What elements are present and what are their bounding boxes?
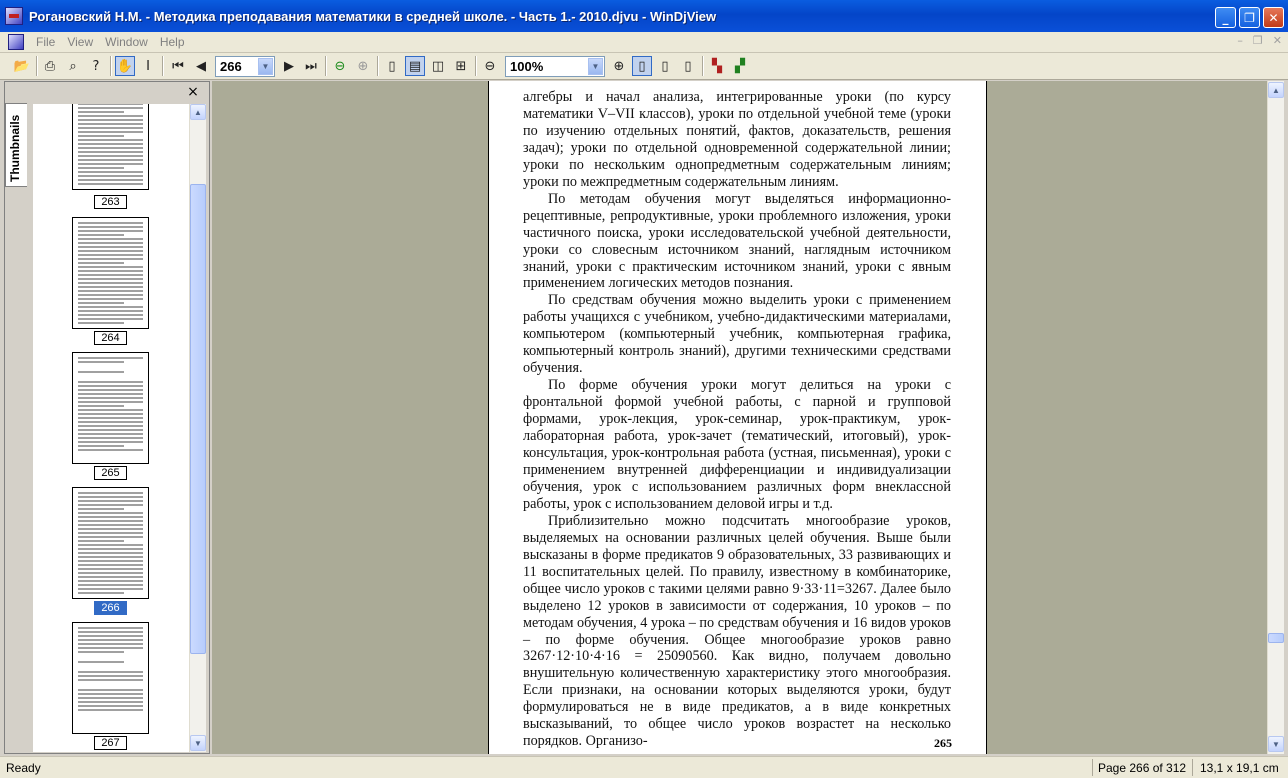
first-page-icon[interactable]: ⏮ <box>172 58 184 74</box>
menu-window[interactable]: Window <box>105 34 148 49</box>
page-number-value: 266 <box>220 59 242 74</box>
fit-width-icon[interactable]: ▯ <box>661 58 669 74</box>
windjview-app-icon[interactable] <box>5 7 23 25</box>
thumbnails-scrollbar[interactable] <box>189 104 206 752</box>
menu-file[interactable]: File <box>36 34 56 49</box>
status-page-info: Page 266 of 312 <box>1098 761 1187 775</box>
previous-page-icon[interactable]: ◀ <box>196 58 206 74</box>
scroll-up-icon[interactable]: ▲ <box>190 104 206 120</box>
document-scrollbar[interactable] <box>1267 81 1284 754</box>
toolbar-separator <box>162 56 164 76</box>
toolbar-separator <box>325 56 327 76</box>
thumbnail-page-264[interactable] <box>72 217 149 329</box>
actual-size-icon[interactable]: ▯ <box>684 58 692 74</box>
restore-icon: ❐ <box>1244 10 1255 25</box>
find-icon[interactable]: ⌕ <box>69 58 77 74</box>
display-mode-bw-icon[interactable]: ▞ <box>735 58 745 74</box>
status-divider <box>1192 759 1193 776</box>
toolbar-separator <box>36 56 38 76</box>
back-icon[interactable]: ⊖ <box>334 58 346 74</box>
toolbar-separator <box>377 56 379 76</box>
thumbnail-label[interactable]: 267 <box>94 736 127 750</box>
window-title: Рогановский Н.М. - Методика преподавания математики в средней школе. - Часть 1.- 2010.djvu - WinDjView <box>29 8 717 24</box>
thumbnail-page-267[interactable] <box>72 622 149 734</box>
close-icon: × <box>187 84 199 100</box>
menu-bar <box>0 32 1288 53</box>
toolbar-separator <box>702 56 704 76</box>
zoom-value: 100% <box>510 59 544 74</box>
document-view[interactable] <box>212 81 1267 754</box>
document-icon[interactable] <box>8 34 24 50</box>
print-icon[interactable]: ⎙ <box>44 58 56 74</box>
title-bar[interactable] <box>0 0 1288 32</box>
document-scroll-thumb[interactable] <box>1268 633 1284 643</box>
thumbnails-tab[interactable] <box>5 103 27 187</box>
toolbar <box>0 53 1288 80</box>
menu-view[interactable]: View <box>67 34 94 49</box>
thumbnails-tab-label: Thumbnails <box>8 114 22 182</box>
mdi-restore-icon[interactable]: ❐ <box>1252 34 1263 47</box>
chevron-down-icon[interactable]: ▼ <box>258 58 273 75</box>
status-size-info: 13,1 x 19,1 cm <box>1200 761 1279 775</box>
single-page-icon[interactable]: ▯ <box>388 58 396 74</box>
continuous-facing-icon[interactable]: ⊞ <box>455 58 467 74</box>
display-mode-color-icon[interactable]: ▚ <box>712 58 722 74</box>
thumbnail-label-active[interactable]: 266 <box>94 601 127 615</box>
close-icon: ✕ <box>1268 10 1279 25</box>
toolbar-separator <box>475 56 477 76</box>
zoom-in-icon[interactable]: ⊕ <box>613 58 625 74</box>
open-icon[interactable]: 📂 <box>13 58 31 74</box>
help-icon[interactable]: ? <box>92 58 100 74</box>
paragraph: По средствам обучения можно выделить уроки с применением работы учащихся с учебником, учебно-дидактическими материалами, компьютером (компьютерный учебник, компьютерная графика, компьютерный контроль знаний), другими техническими средствами обучения. <box>523 292 951 377</box>
toolbar-separator <box>110 56 112 76</box>
paragraph: По форме обучения уроки могут делиться на уроки с фронтальной формой учебной работы, с парной и групповой формами, урок-лекция, урок-семинар, урок-практикум, урок-лабораторная работа, урок-зачет (тематический, итоговый), урок-консультация, урок-контрольная работа (устная, письменная), уроки с применением внутренней дифференциации и индивидуализации обучения, урок с использованием различных форм внеклассной работы, урок с использованием деловой игры и т.д. <box>523 377 951 512</box>
menu-help[interactable]: Help <box>159 34 185 49</box>
thumbnail-page-266[interactable] <box>72 487 149 599</box>
chevron-down-icon[interactable]: ▼ <box>588 58 603 75</box>
paragraph: Приблизительно можно подсчитать многообразие уроков, выделяемых на основании различных целей обучения. Выше были высказаны в форме предикатов 9 образовательных, 33 развивающих и 11 воспитательных целей. По правилу, известному в комбинаторике, общее число уроков с такими целями равно 9·33·11=3267. Далее было выделено 12 уроков в зависимости от содержания, 10 уроков – по методам обучения, 4 урока – по средствам обучения и 16 видов уроков – по форме обучения. Общее многообразие уроков равно 3267·12·10·4·16 = 25090560. Как видно, получаем довольно внушительную количественную характеристику этого многообразия. Если признаки, на основании которых выделяются уроки, будут формулироваться не в виде предикатов, а в виде конкретных высказываний, то общее число уроков возрастет на несколько порядков. Организо- <box>523 512 951 750</box>
status-bar <box>0 756 1288 778</box>
thumbnail-list[interactable] <box>33 104 189 752</box>
scroll-up-icon[interactable]: ▲ <box>1268 82 1284 98</box>
page-number: 265 <box>934 736 952 750</box>
paragraph: По методам обучения могут выделяться информационно-рецептивные, репродуктивные, уроки проблемного изложения, уроки частичного поиска, уроки исследовательской учебной деятельности, уроки со словесным источником знаний, наглядным источником знаний, уроки с практическим источником знаний, уроки с явным применением логических методов познания. <box>523 190 951 292</box>
forward-icon[interactable]: ⊕ <box>357 58 369 74</box>
select-tool-icon[interactable]: I <box>146 58 150 74</box>
last-page-icon[interactable]: ⏭ <box>305 58 317 74</box>
thumbnail-label[interactable]: 263 <box>94 195 127 209</box>
close-button[interactable] <box>1263 7 1284 28</box>
thumbnails-scroll-thumb[interactable] <box>190 184 206 654</box>
paragraph: алгебры и начал анализа, интегрированные уроки (по курсу математики V–VII классов), уроки по отдельной учебной теме (уроки по изучению отдельных понятий, фактов, доказательств, решения задач); уроки по отдельной одновременной содержательной линии; уроки по нескольким однопредметным содержательным линиям; уроки по межпредметным содержательным линиям. <box>523 89 951 190</box>
status-ready: Ready <box>6 761 41 775</box>
page-number-combo[interactable] <box>215 56 275 77</box>
thumbnail-label[interactable]: 265 <box>94 466 127 480</box>
facing-pages-icon[interactable]: ◫ <box>431 58 445 74</box>
thumbnail-label[interactable]: 264 <box>94 331 127 345</box>
mdi-close-icon[interactable]: ✕ <box>1272 34 1282 47</box>
hand-tool-icon[interactable]: ✋ <box>115 56 135 76</box>
thumbnail-page-263[interactable] <box>72 104 149 190</box>
scroll-down-icon[interactable]: ▼ <box>1268 736 1284 752</box>
scroll-down-icon[interactable]: ▼ <box>190 735 206 751</box>
thumbnail-page-265[interactable] <box>72 352 149 464</box>
status-divider <box>1092 759 1093 776</box>
page-text <box>523 89 951 750</box>
zoom-combo[interactable] <box>505 56 605 77</box>
zoom-out-icon[interactable]: ⊖ <box>484 58 496 74</box>
fit-page-icon[interactable]: ▯ <box>632 56 652 76</box>
continuous-page-icon[interactable]: ▤ <box>405 56 425 76</box>
mdi-minimize-icon[interactable]: – <box>1237 34 1243 47</box>
document-page[interactable] <box>488 81 987 754</box>
minimize-icon: _ <box>1222 10 1229 25</box>
next-page-icon[interactable]: ▶ <box>284 58 294 74</box>
minimize-button[interactable] <box>1215 7 1236 28</box>
maximize-button[interactable] <box>1239 7 1260 28</box>
panel-close-button[interactable] <box>185 84 201 100</box>
